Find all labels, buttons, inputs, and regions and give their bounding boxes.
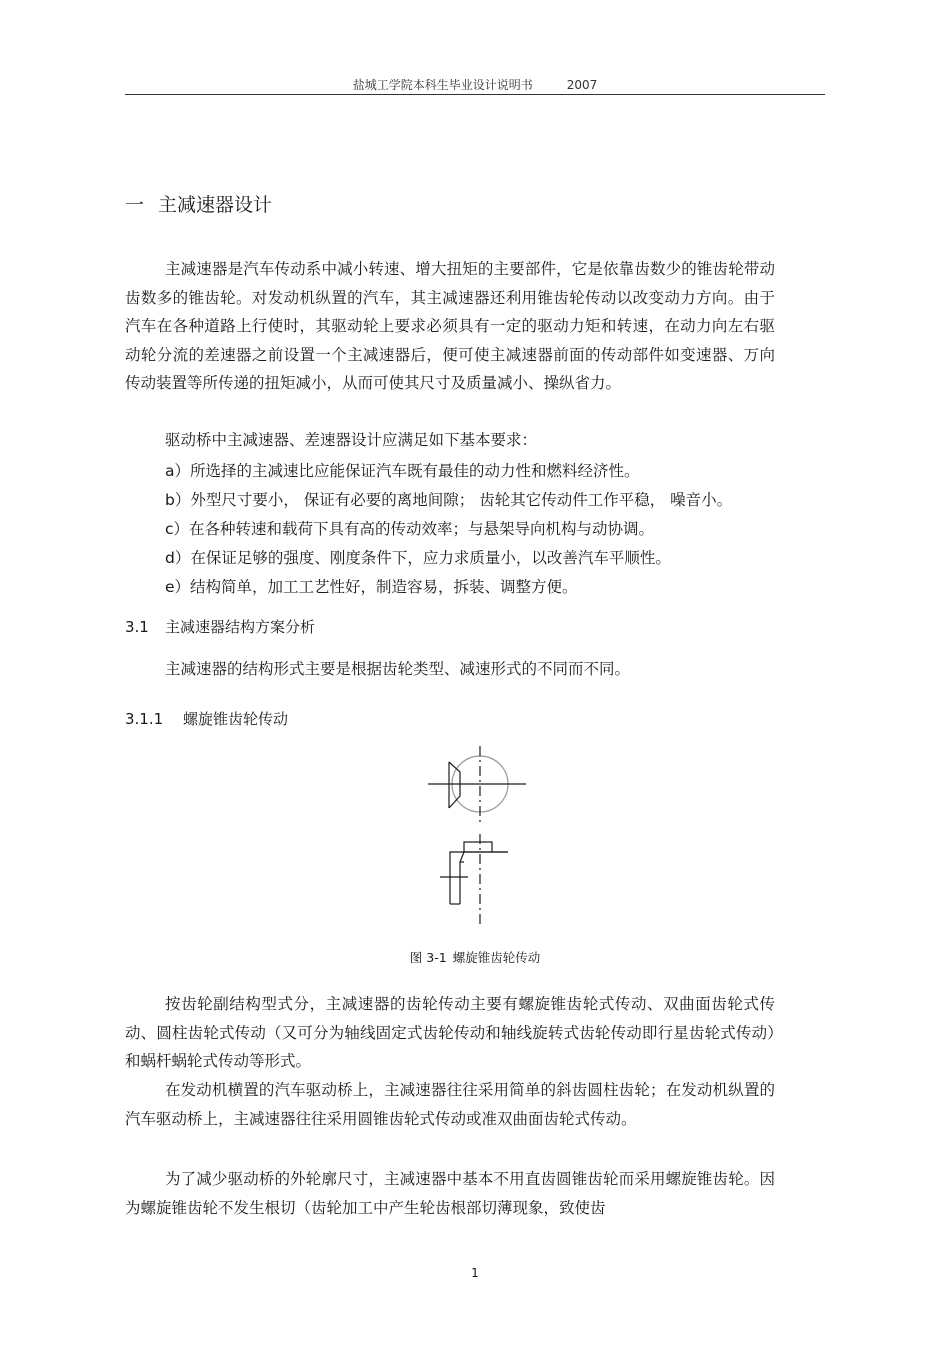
spiral-bevel-gear-diagram	[420, 744, 530, 926]
section-3-1-text: 主减速器的结构形式主要是根据齿轮类型、减速形式的不同而不同。	[165, 660, 631, 678]
section-3-1-title: 主减速器结构方案分析	[165, 618, 316, 636]
housing-chamfer	[460, 852, 464, 862]
page-header	[0, 76, 950, 93]
body-paragraph-2: 在发动机横置的汽车驱动桥上，主减速器往往采用简单的斜齿圆柱齿轮；在发动机纵置的汽车驱动桥上，主减速器往往采用圆锥齿轮式传动或准双曲面齿轮式传动。	[125, 1081, 775, 1128]
chapter-number: 一	[125, 194, 145, 216]
section-3-1-heading	[125, 616, 315, 637]
section-3-1-1-title: 螺旋锥齿轮传动	[183, 710, 289, 728]
body-paragraph-3: 为了减少驱动桥的外轮廓尺寸，主减速器中基本不用直齿圆锥齿轮而采用螺旋锥齿轮。因为螺旋锥齿轮不发生根切（齿轮加工中产生轮齿根部切薄现象，致使齿	[125, 1170, 775, 1217]
requirement-d: d）在保证足够的强度、刚度条件下，应力求质量小，以改善汽车平顺性。	[165, 549, 671, 567]
ring-gear-block	[464, 842, 492, 852]
section-3-1-number: 3.1	[125, 618, 149, 636]
housing-inner	[460, 862, 464, 904]
figure-caption	[0, 948, 950, 966]
chapter-title	[125, 190, 272, 217]
requirement-a: a）所选择的主减速比应能保证汽车既有最佳的动力性和燃料经济性。	[165, 462, 640, 480]
chapter-title-text: 主减速器设计	[158, 194, 273, 216]
header-title: 盐城工学院本科生毕业设计说明书	[352, 78, 533, 92]
housing-profile	[450, 852, 508, 904]
intro-paragraph: 主减速器是汽车传动系中减小转速、增大扭矩的主要部件，它是依靠齿数少的锥齿轮带动齿数多的锥齿轮。对发动机纵置的汽车，其主减速器还利用锥齿轮传动以改变动力方向。由于汽车在各种道路上行使时，其驱动轮上要求必须具有一定的驱动力矩和转速，在动力向左右驱动轮分流的差速器之前设置一个主减速器后，便可使主减速器前面的传动部件如变速器、万向传动装置等所传递的扭矩减小，从而可使其尺寸及质量减小、操纵省力。	[125, 260, 775, 392]
header-rule	[125, 94, 825, 95]
page-number: 1	[471, 1266, 479, 1280]
figure-label: 图 3-1	[409, 950, 447, 965]
body-paragraph-1: 按齿轮副结构型式分，主减速器的齿轮传动主要有螺旋锥齿轮式传动、双曲面齿轮式传动、圆柱齿轮式传动（又可分为轴线固定式齿轮传动和轴线旋转式齿轮传动即行星齿轮式传动）和蜗杆蜗轮式传动等形式。	[125, 995, 775, 1070]
requirement-c: c）在各种转速和载荷下具有高的传动效率；与悬架导向机构与动协调。	[165, 520, 655, 538]
section-3-1-1-number: 3.1.1	[125, 710, 164, 728]
section-3-1-1-heading	[125, 708, 288, 729]
header-year: 2007	[566, 78, 598, 92]
figure-caption-text: 螺旋锥齿轮传动	[452, 950, 541, 965]
requirement-e: e）结构简单，加工工艺性好，制造容易，拆装、调整方便。	[165, 578, 578, 596]
requirement-b: b）外型尺寸要小， 保证有必要的离地间隙； 齿轮其它传动件工作平稳， 噪音小。	[165, 491, 733, 509]
requirements-intro: 驱动桥中主减速器、差速器设计应满足如下基本要求：	[165, 431, 538, 449]
